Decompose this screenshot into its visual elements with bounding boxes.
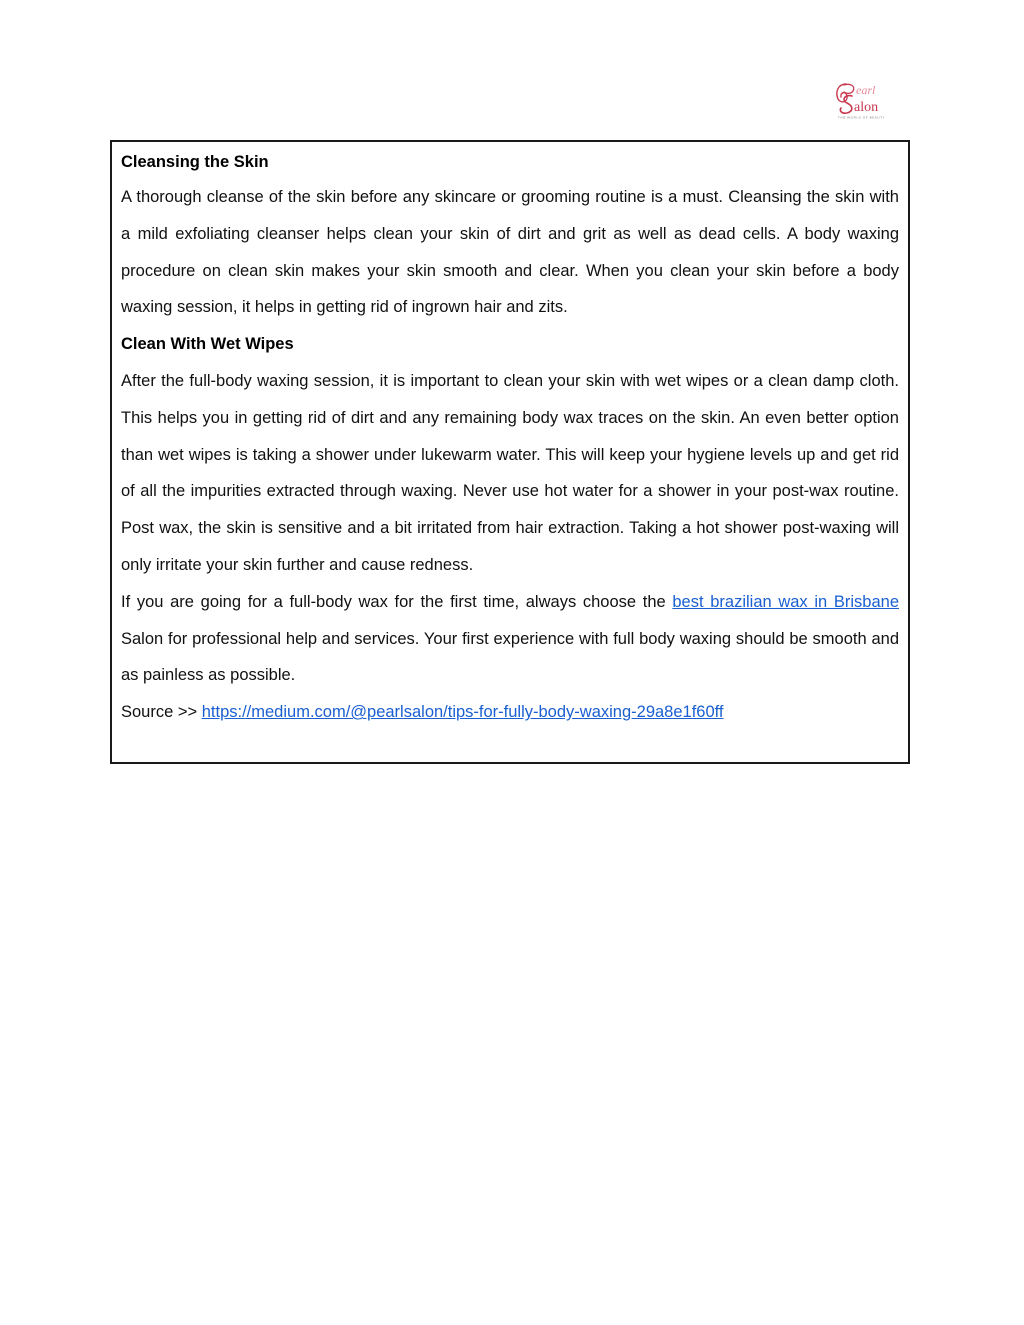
section-heading-cleansing: Cleansing the Skin xyxy=(121,153,269,171)
svg-text:earl: earl xyxy=(856,83,876,97)
closing-paragraph xyxy=(121,584,899,694)
svg-text:alon: alon xyxy=(854,100,879,115)
brazilian-wax-link[interactable]: best brazilian wax in Brisbane xyxy=(672,592,899,611)
article-content-box xyxy=(110,140,910,764)
source-line xyxy=(121,694,899,731)
section-body-wet-wipes: After the full-body waxing session, it is important to clean your skin with wet wipes or a clean damp cloth. This helps you in getting rid of dirt and any remaining body wax traces on the skin. An even better option than wet wipes is taking a shower under lukewarm water. This will keep your hygiene levels up and get rid of all the impurities extracted through waxing. Never use hot water for a shower in your post-wax routine. Post wax, the skin is sensitive and a bit irritated from hair extraction. Taking a hot shower post-waxing will only irritate your skin further and cause redness. xyxy=(121,371,899,574)
pearl-salon-logo xyxy=(832,80,896,120)
closing-text-before-link: If you are going for a full-body wax for the first time, always choose the xyxy=(121,592,673,611)
section-body-cleansing: A thorough cleanse of the skin before any skincare or grooming routine is a must. Cleansing the skin with a mild exfoliating cleanser helps clean your skin of dirt and grit as well as dead cells. A body waxing procedure on clean skin makes your skin smooth and clear. When you clean your skin before a body waxing session, it helps in getting rid of ingrown hair and zits. xyxy=(121,188,899,317)
source-label: Source >> xyxy=(121,703,202,722)
closing-text-after-link: Salon for professional help and services. Your first experience with full body waxing should be smooth and as painless as possible. xyxy=(121,629,899,685)
section-heading-wet-wipes: Clean With Wet Wipes xyxy=(121,335,294,354)
svg-text:THE WORLD OF BEAUTY: THE WORLD OF BEAUTY xyxy=(838,115,886,120)
logo-graphic xyxy=(832,80,896,120)
source-url-link[interactable]: https://medium.com/@pearlsalon/tips-for-fully-body-waxing-29a8e1f60ff xyxy=(201,703,724,722)
